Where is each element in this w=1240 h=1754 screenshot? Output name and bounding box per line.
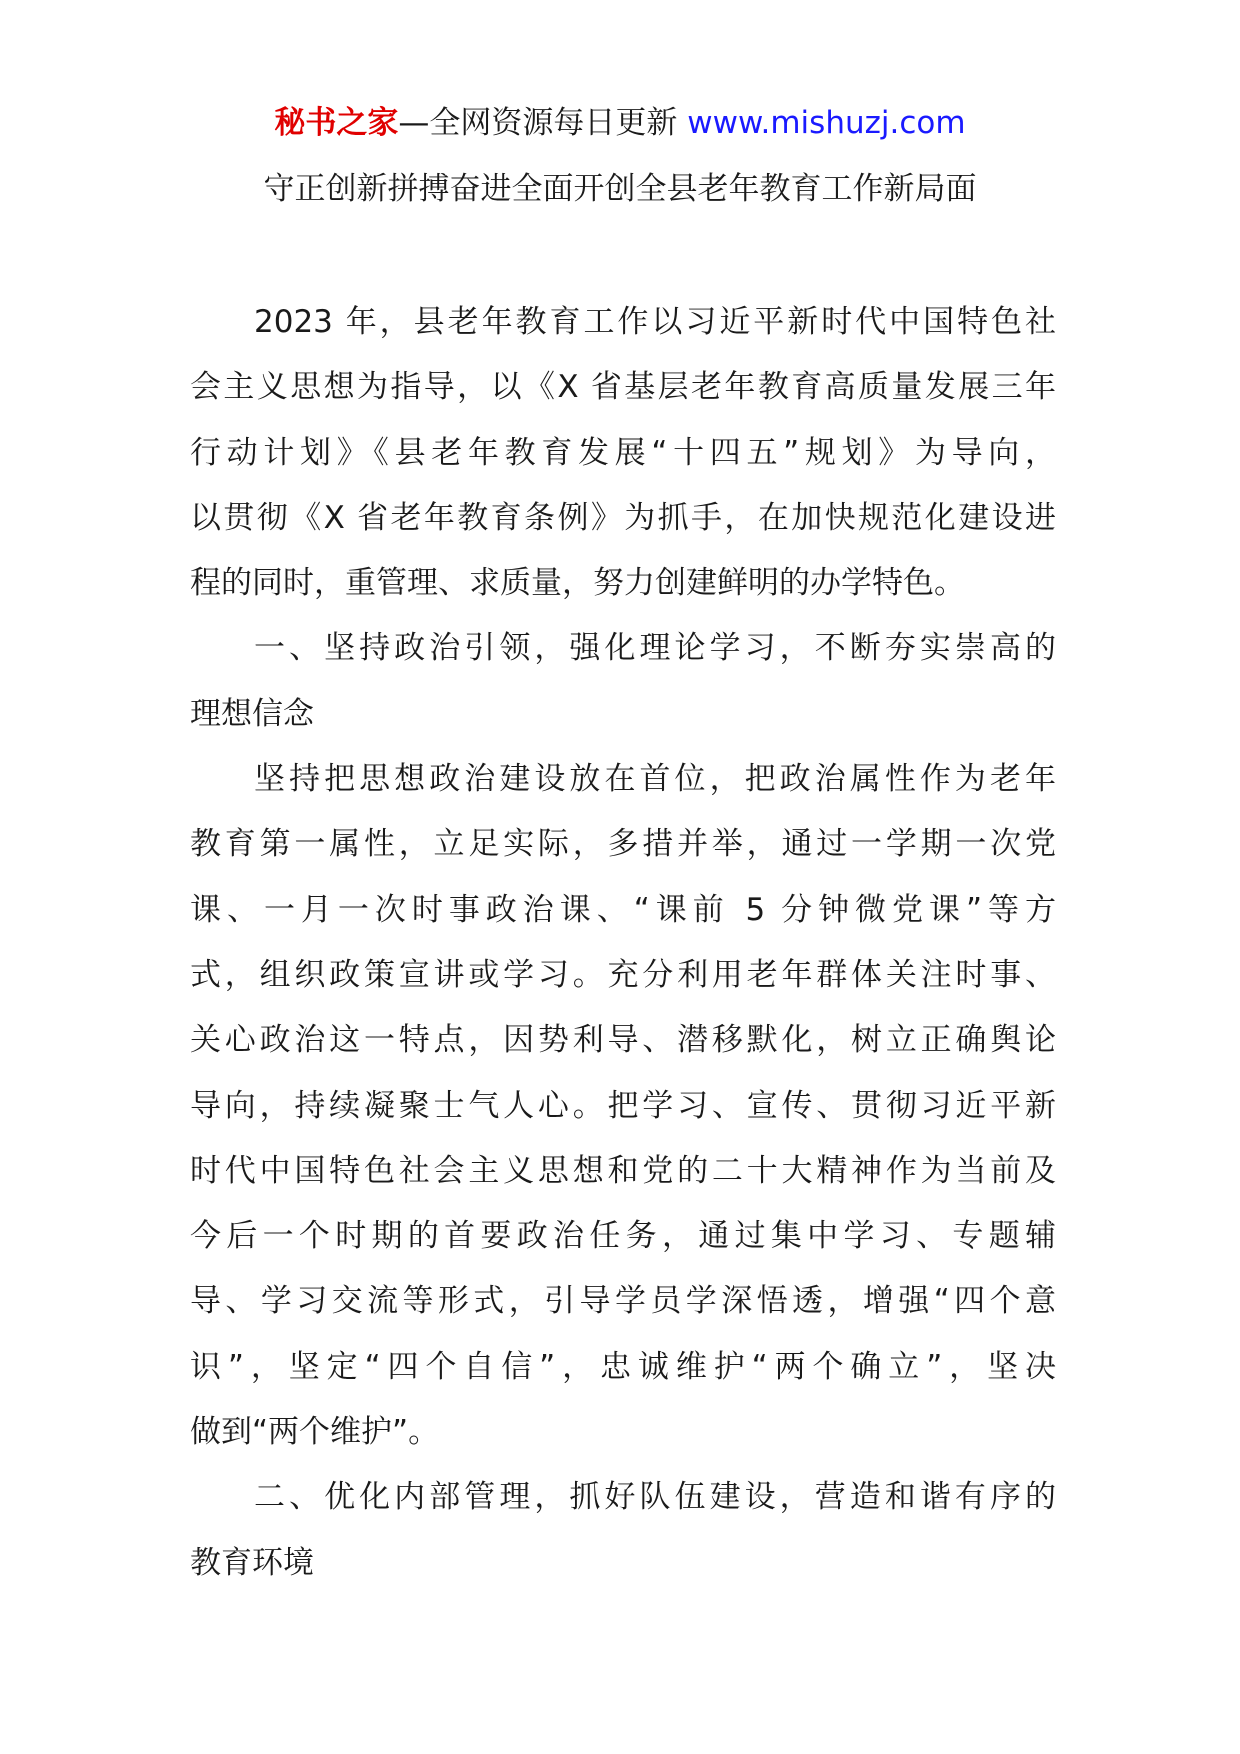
paragraph-line: 识”，坚定“四个自信”，忠诚维护“两个确立”，坚决 (190, 1348, 1056, 1385)
paragraph-line: 导向，持续凝聚士气人心。把学习、宣传、贯彻习近平新 (190, 1087, 1056, 1124)
heading-line: 理想信念 (190, 695, 314, 732)
heading-line: 二、优化内部管理，抓好队伍建设，营造和谐有序的 (254, 1479, 1056, 1516)
paragraph-line: 式，组织政策宣讲或学习。充分利用老年群体关注时事、 (190, 956, 1056, 993)
paragraph-line: 程的同时，重管理、求质量，努力创建鲜明的办学特色。 (190, 565, 965, 602)
paragraph-line: 教育第一属性，立足实际，多措并举，通过一学期一次党 (190, 826, 1056, 863)
site-url-link[interactable]: www.mishuzj.com (687, 105, 966, 141)
paragraph-line: 会主义思想为指导，以《X 省基层老年教育高质量发展三年 (190, 369, 1056, 406)
page-header (0, 100, 1240, 146)
paragraph-line: 2023 年，县老年教育工作以习近平新时代中国特色社 (254, 304, 1056, 340)
paragraph-line: 时代中国特色社会主义思想和党的二十大精神作为当前及 (190, 1152, 1056, 1189)
section-heading-1 (190, 616, 1056, 747)
paragraph-line: 导、学习交流等形式，引导学员学深悟透，增强“四个意 (190, 1283, 1056, 1320)
header-tagline: —全网资源每日更新 (398, 105, 688, 141)
section-heading-2 (190, 1465, 1056, 1596)
paragraph-line: 做到“两个维护”。 (190, 1414, 440, 1451)
paragraph-line: 坚持把思想政治建设放在首位，把政治属性作为老年 (254, 761, 1056, 798)
paragraph-line: 今后一个时期的首要政治任务，通过集中学习、专题辅 (190, 1218, 1056, 1255)
paragraph-line: 关心政治这一特点，因势利导、潜移默化，树立正确舆论 (190, 1022, 1056, 1059)
paragraph-line: 行动计划》《县老年教育发展“十四五”规划》为导向， (190, 434, 1056, 471)
document-body (190, 290, 1056, 1596)
paragraph-line: 课、一月一次时事政治课、“课前 5 分钟微党课”等方 (190, 891, 1056, 928)
paragraph-political (190, 747, 1056, 1465)
heading-line: 教育环境 (190, 1544, 314, 1581)
document-title: 守正创新拼搏奋进全面开创全县老年教育工作新局面 (263, 171, 977, 207)
brand-name: 秘书之家 (274, 105, 399, 141)
paragraph-intro (190, 290, 1056, 616)
paragraph-line: 以贯彻《X 省老年教育条例》为抓手，在加快规范化建设进 (190, 499, 1056, 536)
heading-line: 一、坚持政治引领，强化理论学习，不断夯实崇高的 (254, 630, 1056, 667)
